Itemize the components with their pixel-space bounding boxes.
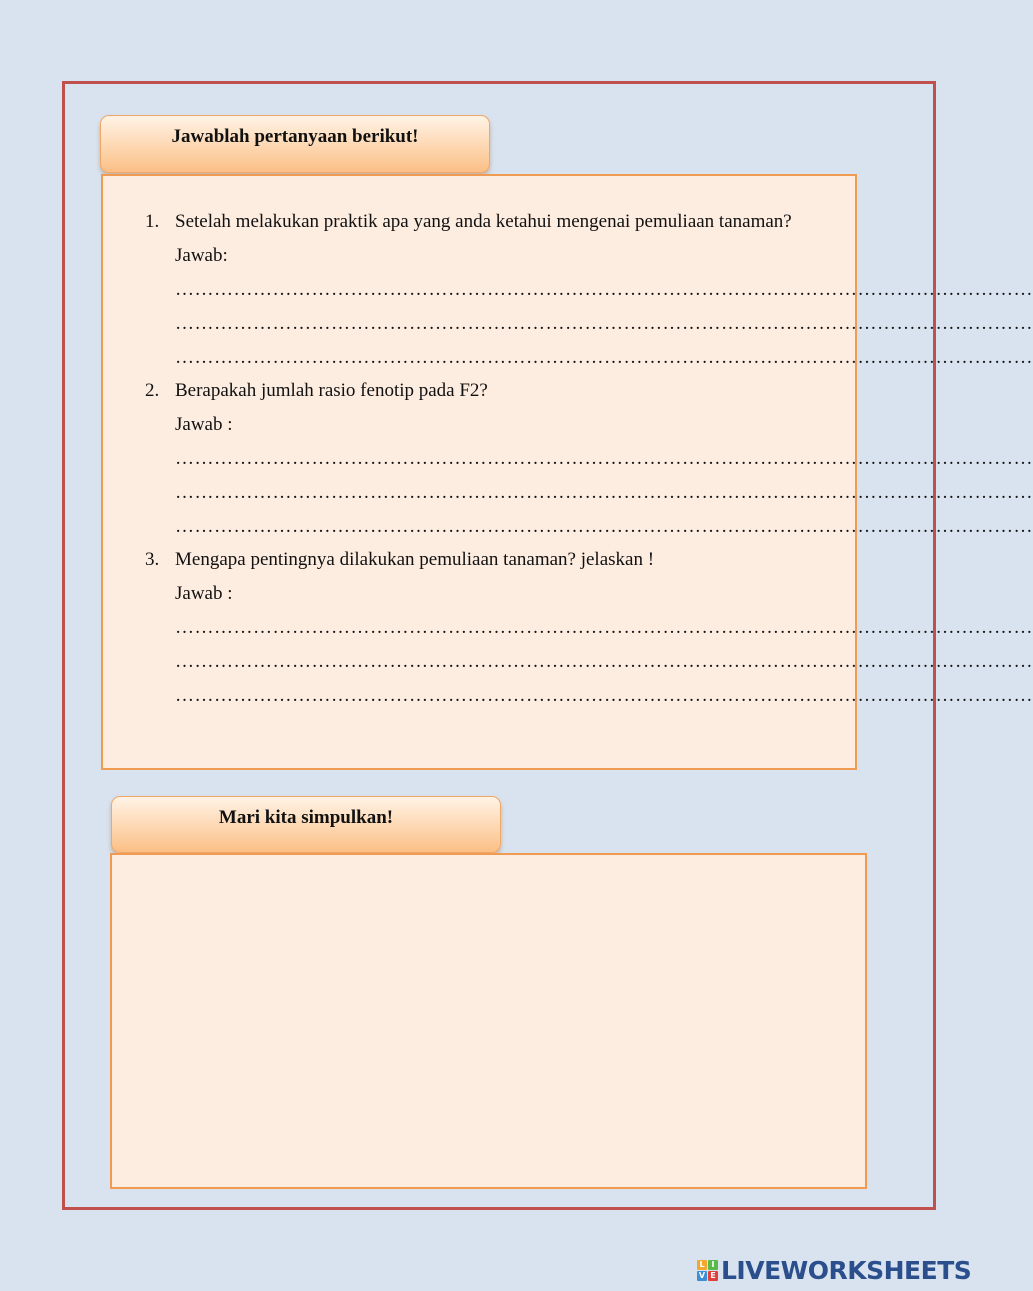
section-title: Mari kita simpulkan!: [218, 807, 394, 828]
conclusion-answer-box[interactable]: [110, 853, 867, 1189]
question-number: 3.: [145, 549, 160, 570]
answer-line[interactable]: ……………………………………………………………………………………………………………………: [175, 482, 1033, 503]
answer-line[interactable]: ……………………………………………………………………………………………………………………: [175, 651, 1033, 672]
answer-line[interactable]: ……………………………………………………………………………………………………………………: [175, 347, 1033, 368]
section-title: Jawablah pertanyaan berikut!: [171, 126, 419, 147]
answer-line[interactable]: ……………………………………………………………………………………………………………………: [175, 448, 1033, 469]
question-number: 1.: [145, 211, 160, 232]
logo-letter: L: [697, 1260, 707, 1270]
logo-letter: I: [708, 1260, 718, 1270]
question-text: Berapakah jumlah rasio fenotip pada F2?: [175, 380, 488, 401]
question-number: 2.: [145, 380, 160, 401]
answer-line[interactable]: ……………………………………………………………………………………………………………………: [175, 617, 1033, 638]
brand-name: LIVEWORKSHEETS: [721, 1255, 972, 1285]
liveworksheets-logo: [697, 1255, 971, 1285]
answer-line[interactable]: ……………………………………………………………………………………………………………………: [175, 313, 1033, 334]
questions-panel: [101, 174, 1033, 770]
answer-line[interactable]: ……………………………………………………………………………………………………………………: [175, 516, 1033, 537]
section-header-questions: [100, 115, 490, 173]
question-text: Setelah melakukan praktik apa yang anda ketahui mengenai pemuliaan tanaman?: [175, 211, 792, 232]
answer-line[interactable]: ……………………………………………………………………………………………………………………: [175, 685, 1033, 706]
logo-mark-icon: [697, 1260, 718, 1281]
logo-letter: V: [698, 1270, 706, 1280]
answer-line[interactable]: ……………………………………………………………………………………………………………………: [175, 279, 1033, 300]
logo-letter: E: [708, 1271, 718, 1281]
section-header-conclusion: [111, 796, 501, 853]
answer-label: Jawab :: [175, 583, 233, 604]
question-text: Mengapa pentingnya dilakukan pemuliaan tanaman? jelaskan !: [175, 549, 655, 570]
answer-label: Jawab :: [175, 414, 233, 435]
answer-label: Jawab:: [175, 245, 228, 266]
